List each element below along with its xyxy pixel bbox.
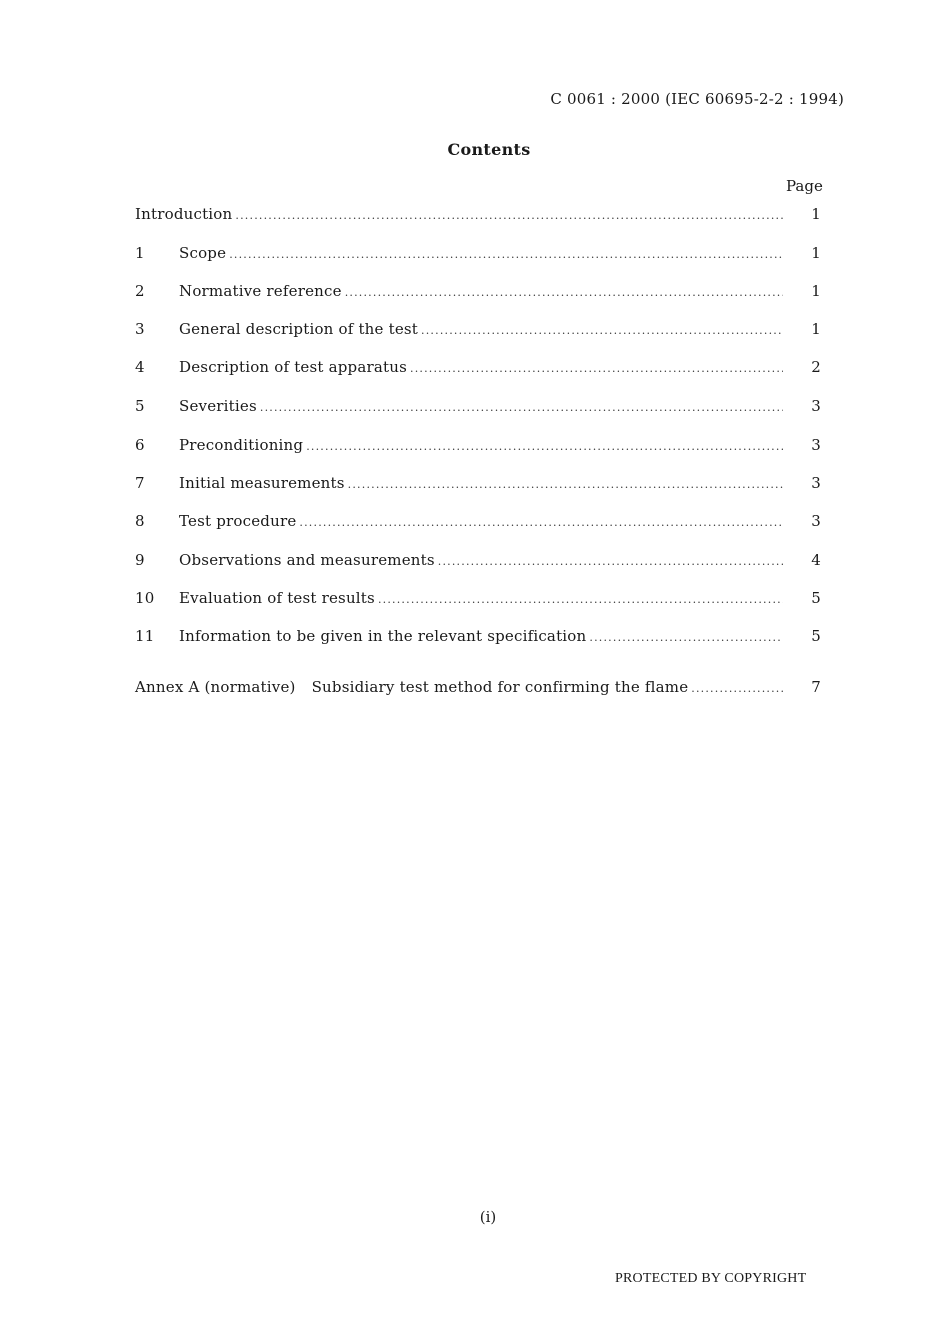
toc-entry-title: Introduction bbox=[135, 205, 233, 223]
toc-entry-title: Description of test apparatus bbox=[179, 358, 407, 376]
toc-entry-page: 4 bbox=[811, 551, 821, 569]
toc-entry-title: Information to be given in the relevant specification bbox=[179, 627, 587, 645]
toc-entry-title: Test procedure bbox=[179, 512, 297, 530]
toc-entry-title: Normative reference bbox=[179, 282, 342, 300]
toc-entry-page: 5 bbox=[811, 627, 821, 645]
toc-entry-page: 1 bbox=[811, 320, 821, 338]
toc-entry-number: 9 bbox=[135, 551, 145, 569]
dot-leader bbox=[235, 209, 783, 222]
copyright-notice: PROTECTED BY COPYRIGHT bbox=[615, 1271, 807, 1286]
document-reference: C 0061 : 2000 (IEC 60695-2-2 : 1994) bbox=[550, 90, 844, 108]
dot-leader bbox=[345, 286, 783, 299]
toc-entry-general-description[interactable] bbox=[135, 320, 825, 342]
toc-entry-title: Evaluation of test results bbox=[179, 589, 375, 607]
toc-entry-scope[interactable] bbox=[135, 244, 825, 266]
annex-label: Annex A (normative) bbox=[135, 678, 296, 696]
toc-entry-number: 11 bbox=[135, 627, 155, 645]
contents-title: Contents bbox=[447, 140, 531, 159]
toc-entry-title: Observations and measurements bbox=[179, 551, 435, 569]
dot-leader bbox=[306, 440, 783, 453]
toc-entry-number: 4 bbox=[135, 358, 145, 376]
toc-entry-test-apparatus[interactable] bbox=[135, 358, 825, 380]
toc-entry-observations[interactable] bbox=[135, 551, 825, 573]
toc-entry-number: 7 bbox=[135, 474, 145, 492]
toc-entry-annex-a[interactable] bbox=[135, 678, 825, 700]
dot-leader bbox=[438, 555, 783, 568]
toc-entry-page: 3 bbox=[811, 397, 821, 415]
toc-entry-page: 3 bbox=[811, 474, 821, 492]
toc-entry-initial-measurements[interactable] bbox=[135, 474, 825, 496]
toc-entry-test-procedure[interactable] bbox=[135, 512, 825, 534]
toc-entry-page: 1 bbox=[811, 282, 821, 300]
dot-leader bbox=[589, 631, 783, 644]
toc-entry-evaluation[interactable] bbox=[135, 589, 825, 611]
toc-entry-number: 6 bbox=[135, 436, 145, 454]
toc-entry-title: Initial measurements bbox=[179, 474, 345, 492]
toc-entry-number: 8 bbox=[135, 512, 145, 530]
dot-leader bbox=[348, 478, 783, 491]
dot-leader bbox=[421, 324, 783, 337]
toc-entry-title: Preconditioning bbox=[179, 436, 304, 454]
toc-entry-number: 1 bbox=[135, 244, 145, 262]
toc-entry-severities[interactable] bbox=[135, 397, 825, 419]
toc-entry-normative-reference[interactable] bbox=[135, 282, 825, 304]
toc-entry-page: 1 bbox=[811, 244, 821, 262]
toc-entry-page: 3 bbox=[811, 512, 821, 530]
toc-entry-page: 1 bbox=[811, 205, 821, 223]
toc-entry-preconditioning[interactable] bbox=[135, 436, 825, 458]
toc-entry-page: 3 bbox=[811, 436, 821, 454]
toc-entry-introduction[interactable] bbox=[135, 205, 825, 227]
toc-entry-number: 5 bbox=[135, 397, 145, 415]
toc-entry-information[interactable] bbox=[135, 627, 825, 649]
toc-entry-title: Scope bbox=[179, 244, 227, 262]
toc-entry-number: 2 bbox=[135, 282, 145, 300]
dot-leader bbox=[229, 248, 783, 261]
dot-leader bbox=[299, 516, 783, 529]
dot-leader bbox=[410, 362, 783, 375]
toc-entry-title: Subsidiary test method for confirming the flame bbox=[311, 678, 689, 696]
toc-entry-title: General description of the test bbox=[179, 320, 419, 338]
toc-entry-page: 5 bbox=[811, 589, 821, 607]
page-column-header: Page bbox=[786, 177, 823, 195]
toc-entry-page: 7 bbox=[811, 678, 821, 696]
toc-entry-number: 3 bbox=[135, 320, 145, 338]
toc-entry-title: Severities bbox=[179, 397, 257, 415]
dot-leader bbox=[691, 682, 783, 695]
dot-leader bbox=[260, 401, 783, 414]
page-folio: (i) bbox=[479, 1208, 497, 1226]
toc-entry-page: 2 bbox=[811, 358, 821, 376]
dot-leader bbox=[378, 593, 783, 606]
toc-entry-number: 10 bbox=[135, 589, 155, 607]
